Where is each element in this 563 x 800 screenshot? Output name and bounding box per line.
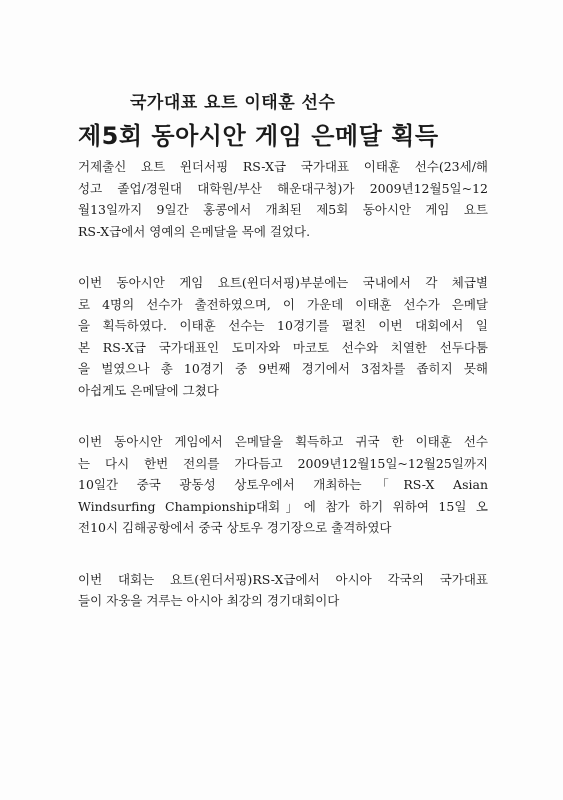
text-line: 로 4명의 선수가 출전하였으며, 이 가운데 이태훈 선수가 은메달	[78, 296, 488, 312]
text-line: 이번 동아시안 게임 요트(윈더서핑)부분에는 국내에서 각 체급별	[78, 275, 488, 290]
paragraph-3	[78, 431, 488, 539]
text-line: 10일간 중국 광동성 상토우에서 개최하는「RS-X Asian	[78, 477, 488, 492]
document-subtitle: 국가대표 요트 이태훈 선수	[130, 93, 336, 113]
document-body	[78, 156, 488, 642]
text-line: 아쉽게도 은메달에 그쳤다	[78, 382, 219, 398]
paragraph-2	[78, 272, 488, 401]
text-line: 본 RS-X급 국가대표인 도미자와 마코토 선수와 치열한 선두다툼	[78, 339, 488, 355]
text-line: 을 획득하였다. 이태훈 선수는 10경기를 펼친 이번 대회에서 일	[78, 318, 488, 333]
paragraph-4	[78, 569, 488, 612]
text-line: 전10시 김해공항에서 중국 상토우 경기장으로 출격하였다	[78, 520, 392, 535]
text-line: 이번 동아시안 게임에서 은메달을 획득하고 귀국 한 이태훈 선수	[78, 434, 488, 449]
text-line: 거제출신 요트 윈더서핑 RS-X급 국가대표 이태훈 선수(23세/해	[78, 159, 488, 174]
text-line: 월13일까지 9일간 홍콩에서 개최된 제5회 동아시안 게임 요트	[78, 202, 488, 217]
text-line: 성고 졸업/경원대 대학원/부산 해운대구청)가 2009년12월5일~12	[78, 180, 488, 196]
text-line: 을 벌였으나 총 10경기 중 9번째 경기에서 3점차를 좁히지 못해	[78, 361, 488, 376]
text-line: Windsurfing Championship대회」에 참가 하기 위하여 15일 오	[78, 498, 488, 514]
paragraph-1	[78, 156, 488, 242]
text-line: 들이 자웅을 겨루는 아시아 최강의 경기대회이다	[78, 593, 340, 608]
document-title: 제5회 동아시안 게임 은메달 획득	[78, 122, 439, 150]
text-line: 이번 대회는 요트(윈더서핑)RS-X급에서 아시아 각국의 국가대표	[78, 571, 488, 587]
text-line: 는 다시 한번 전의를 가다듬고 2009년12월15일~12월25일까지	[78, 455, 488, 471]
text-line: RS-X급에서 영예의 은메달을 목에 걸었다.	[78, 223, 311, 239]
